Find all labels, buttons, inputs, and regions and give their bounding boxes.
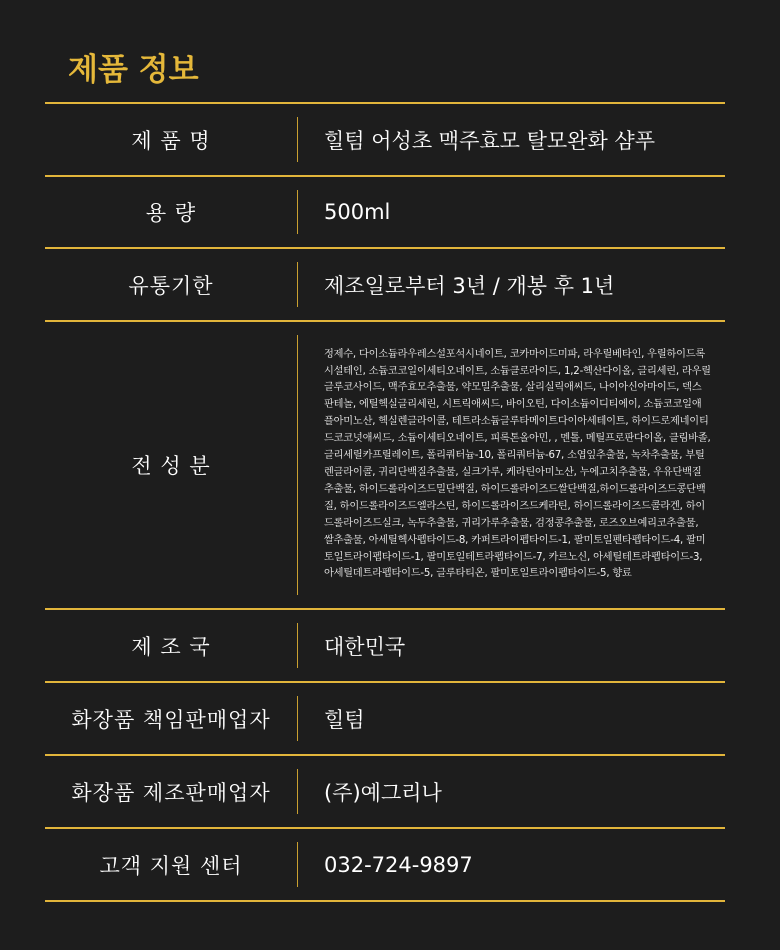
value-responsible-seller: 힐텀 xyxy=(324,707,365,732)
label-manufacturer: 화장품 제조판매업자 xyxy=(71,780,271,805)
label-ingredients: 전 성 분 xyxy=(131,454,211,478)
section-title: 제품 정보 xyxy=(68,52,199,88)
value-ingredients: 정제수, 다이소듐라우레스설포석시네이트, 코카마이드미파, 라우릴베타인, 우릴하이드록시설테인, 소듐코코일이세티오네이트, 소듐클로라이드, 1,2-헥산다이올, 글리세린, 라우릴글루코사이드, 맥주효모추출물, 약모밀추출물, 살리실릭애씨드, 나이아신아마이드, 덱스판테놀, 에틸헥실글리세린, 시트릭애씨드, 바이오틴, 다이소듐이디티에이, 소듐코코일애플아미노산, 헥실렌글라이콜, 테트라소듐글루타메이트다이아세테이트, 하이드로제네이티드코코넛애씨드, 소듐이세티오네이트, 피록톤올아민, , 멘톨, 메틸프로판다이올, 클림바졸, 글리세릴카프릴레이트, 폴리쿼터늄-10, 폴리쿼터늄-67, 소엽잎추출물, 녹차추출물, 부틸렌글라이콜, 귀리단백질추출물, 실크가루, 케라틴아미노산, 누에고치추출물, 우유단백질추출물, 하이드롤라이즈드밀단백질, 하이드롤라이즈드쌀단백질,하이드롤라이즈드콩단백질, 하이드롤라이즈드엘라스틴, 하이드롤라이즈드케라틴, 하이드롤라이즈드콜라겐, 하이드롤라이즈드실크, 녹두추출물, 귀리가루추출물, 검정콩추출물, 로즈오브예리코추출물, 쌀추출물, 아세틸헥사펩타이드-8, 카퍼트라이펩타이드-1, 팔미토일펜타펩타이드-4, 팔미토일트라이펩타이드-1, 팔미토일테트라펩타이드-7, 카르노신, 아세틸테트라펩타이드-3, 아세틸데트라펩타이드-5, 글루타티온, 팔미토일트라이펩타이드-5, 향료 xyxy=(324,348,711,580)
label-volume: 용 량 xyxy=(145,201,197,225)
row-manufacturer xyxy=(45,756,725,829)
value-product-name: 힐텀 어성초 맥주효모 탈모완화 샴푸 xyxy=(324,128,655,153)
product-info-table xyxy=(45,102,725,902)
value-customer-support-phone: 032-724-9897 xyxy=(324,852,473,877)
label-country: 제 조 국 xyxy=(131,634,211,659)
row-volume xyxy=(45,177,725,249)
value-volume: 500ml xyxy=(324,200,391,224)
value-manufacturer: (주)예그리나 xyxy=(324,780,442,805)
row-customer-support xyxy=(45,829,725,902)
row-responsible-seller xyxy=(45,683,725,756)
row-product-name xyxy=(45,104,725,177)
label-customer-support: 고객 지원 센터 xyxy=(99,853,243,878)
row-ingredients xyxy=(45,322,725,610)
label-product-name: 제 품 명 xyxy=(131,128,211,153)
row-country xyxy=(45,610,725,683)
value-shelf-life: 제조일로부터 3년 / 개봉 후 1년 xyxy=(324,273,615,298)
label-shelf-life: 유통기한 xyxy=(128,273,214,298)
label-responsible-seller: 화장품 책임판매업자 xyxy=(71,707,271,732)
value-country: 대한민국 xyxy=(324,634,406,659)
row-shelf-life xyxy=(45,249,725,322)
